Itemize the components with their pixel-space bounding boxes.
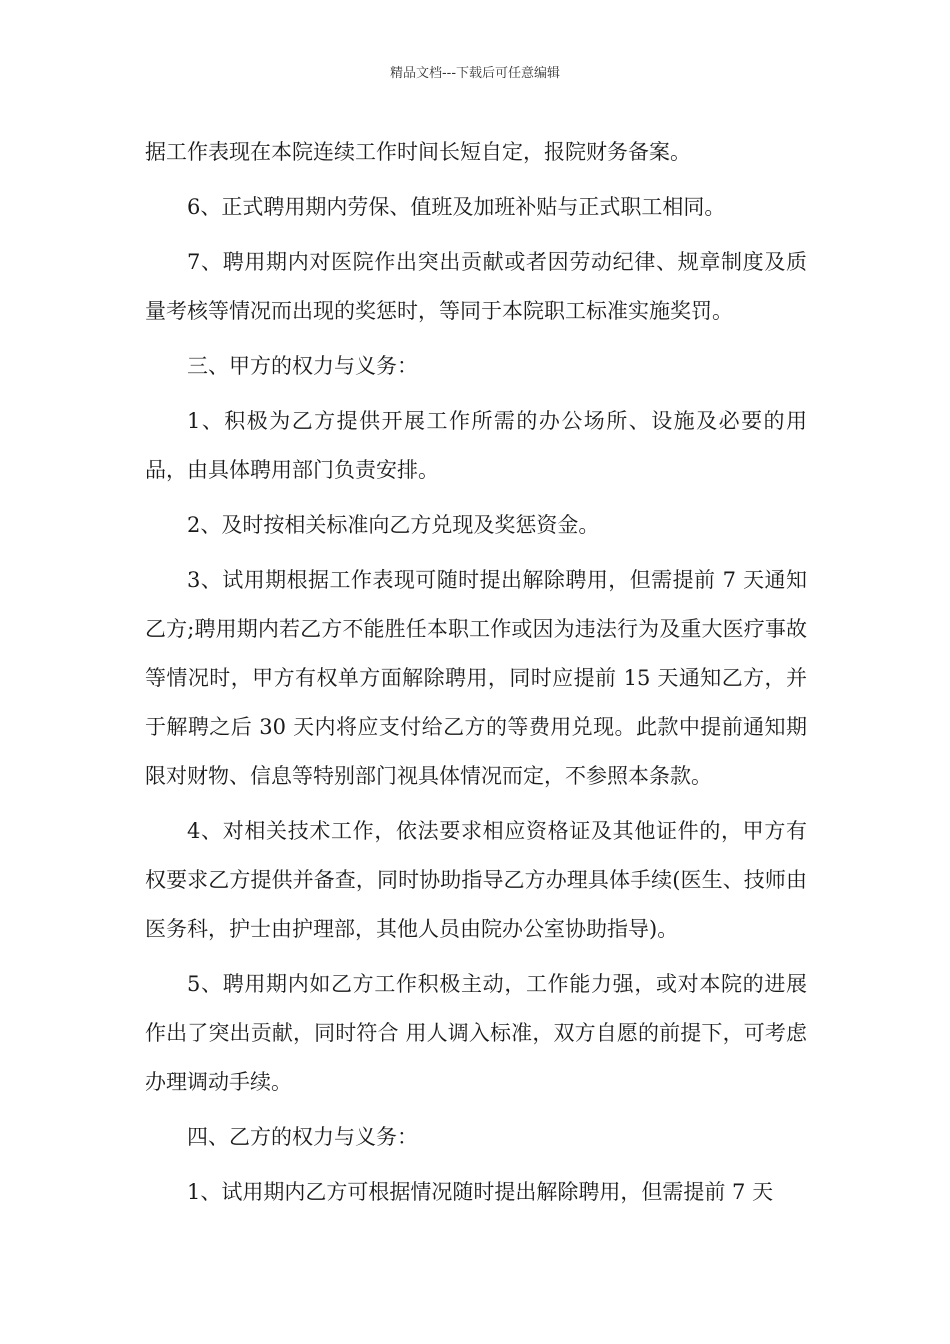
paragraph-party-a-4: 4、对相关技术工作，依法要求相应资格证及其他证件的，甲方有权要求乙方提供并备查，同时协助指导乙方办理具体手续(医生、技师由医务科，护士由护理部，其他人员由院办公室协助指导)。 bbox=[145, 819, 807, 941]
paragraph-continuation: 据工作表现在本院连续工作时间长短自定，报院财务备案。 bbox=[145, 140, 691, 164]
paragraph-party-a-2: 2、及时按相关标准向乙方兑现及奖惩资金。 bbox=[187, 513, 600, 537]
paragraph-party-b-1: 1、试用期内乙方可根据情况随时提出解除聘用，但需提前 7 天 bbox=[187, 1180, 774, 1204]
paragraph-party-a-5: 5、聘用期内如乙方工作积极主动，工作能力强，或对本院的进展作出了突出贡献，同时符合 用人调入标准，双方自愿的前提下，可考虑办理调动手续。 bbox=[145, 972, 807, 1094]
paragraph-clause-7: 7、聘用期内对医院作出突出贡献或者因劳动纪律、规章制度及质量考核等情况而出现的奖惩时，等同于本院职工标准实施奖罚。 bbox=[145, 250, 807, 323]
section-heading-party-a: 三、甲方的权力与义务： bbox=[187, 354, 418, 378]
paragraph-party-a-1: 1、积极为乙方提供开展工作所需的办公场所、设施及必要的用品，由具体聘用部门负责安排。 bbox=[145, 409, 807, 482]
paragraph-party-a-3: 3、试用期根据工作表现可随时提出解除聘用，但需提前 7 天通知乙方;聘用期内若乙方不能胜任本职工作或因为违法行为及重大医疗事故等情况时，甲方有权单方面解除聘用，同时应提前 15 天通知乙方，并于解聘之后 30 天内将应支付给乙方的等费用兑现。此款中提前通知期限对财物、信息等特别部门视具体情况而定，不参照本条款。 bbox=[145, 568, 807, 788]
paragraph-clause-6: 6、正式聘用期内劳保、值班及加班补贴与正式职工相同。 bbox=[187, 195, 726, 219]
page-header: 精品文档---下载后可任意编辑 bbox=[389, 66, 561, 81]
document-body bbox=[145, 128, 807, 1223]
section-heading-party-b: 四、乙方的权力与义务： bbox=[187, 1125, 418, 1149]
